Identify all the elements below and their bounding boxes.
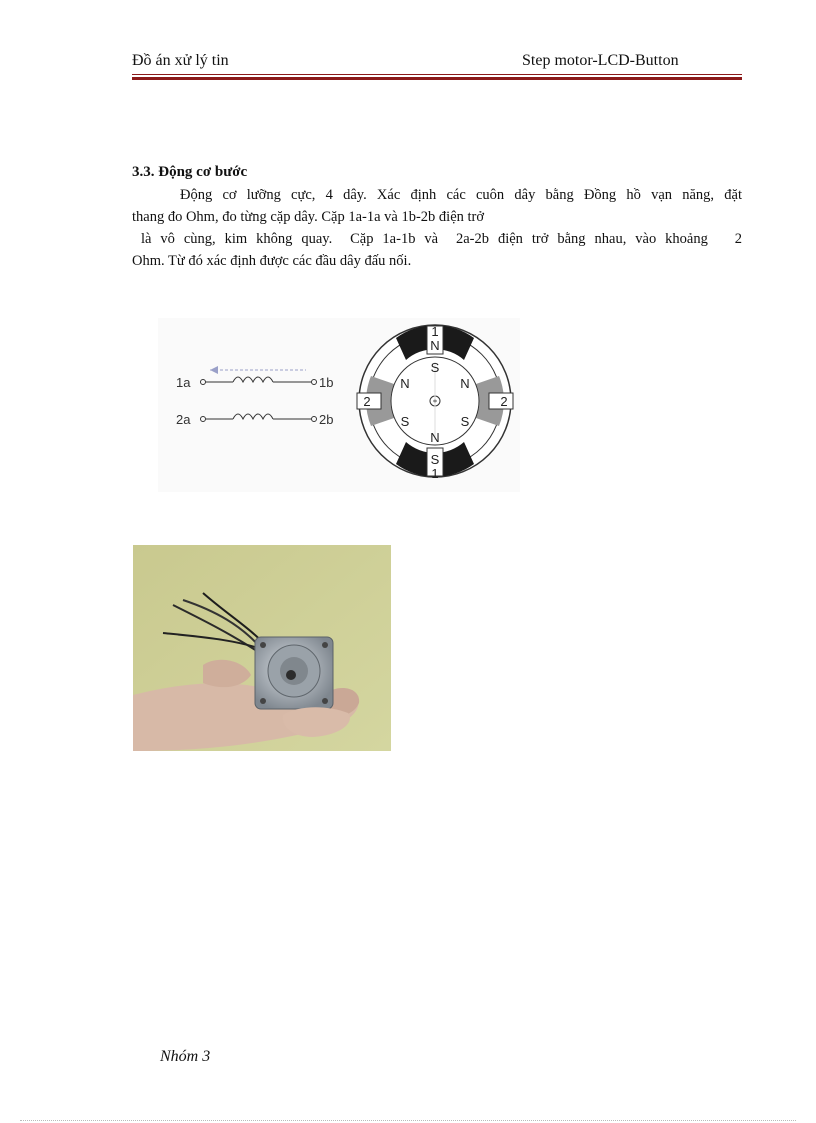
stator-top-letter: N [430,338,440,353]
footer-dotted-rule [20,1120,796,1121]
header-left-title: Đồ án xử lý tin [132,52,229,69]
rotor-bottom-letter: N [430,430,440,445]
coil1-right-label: 1b [319,375,334,390]
rotor-bottom-right-letter: S [460,414,470,429]
stator-bottom-letter: S [430,452,440,467]
coil1-left-label: 1a [176,375,191,390]
coil-1 [176,375,333,390]
paragraph-line-1: Động cơ lưỡng cực, 4 dây. Xác định các cuôn dây bằng Đồng hồ vạn năng, đặt [180,187,742,203]
paragraph-line-2: thang đo Ohm, đo từng cặp dây. Cặp 1a-1a và 1b-2b điện trở [132,209,485,225]
header-rule-thick [132,77,742,80]
section-paragraph [132,184,742,272]
header-rule-thin [132,74,742,75]
stator-left-letter: N [400,376,410,391]
pole-top-number: 1 [431,324,439,339]
footer-group-name: Nhóm 3 [160,1048,211,1065]
section-title: 3.3. Động cơ bước [132,164,248,180]
paragraph-line-4: Ohm. Từ đó xác định được các đầu dây đấu nối. [132,253,412,269]
current-direction-arrow [210,366,306,374]
stepper-motor-diagram [158,318,520,492]
stator-right-letter: N [460,376,470,391]
coil2-left-label: 2a [176,412,191,427]
paragraph-line-3: là vô cùng, kim không quay. Cặp 1a-1b và 2a-2b điện trở bằng nhau, vào khoảng 2 [132,231,742,247]
header-right-title: Step motor-LCD-Button [522,52,679,69]
pole-bottom-number: 1 [431,466,439,481]
pole-left-number: 2 [363,394,371,409]
stepper-motor-photo [133,545,391,751]
coil-2 [176,412,333,427]
rotor-bottom-left-letter: S [400,414,410,429]
pole-right-number: 2 [500,394,508,409]
coil2-right-label: 2b [319,412,334,427]
rotor-top-letter: S [430,360,440,375]
